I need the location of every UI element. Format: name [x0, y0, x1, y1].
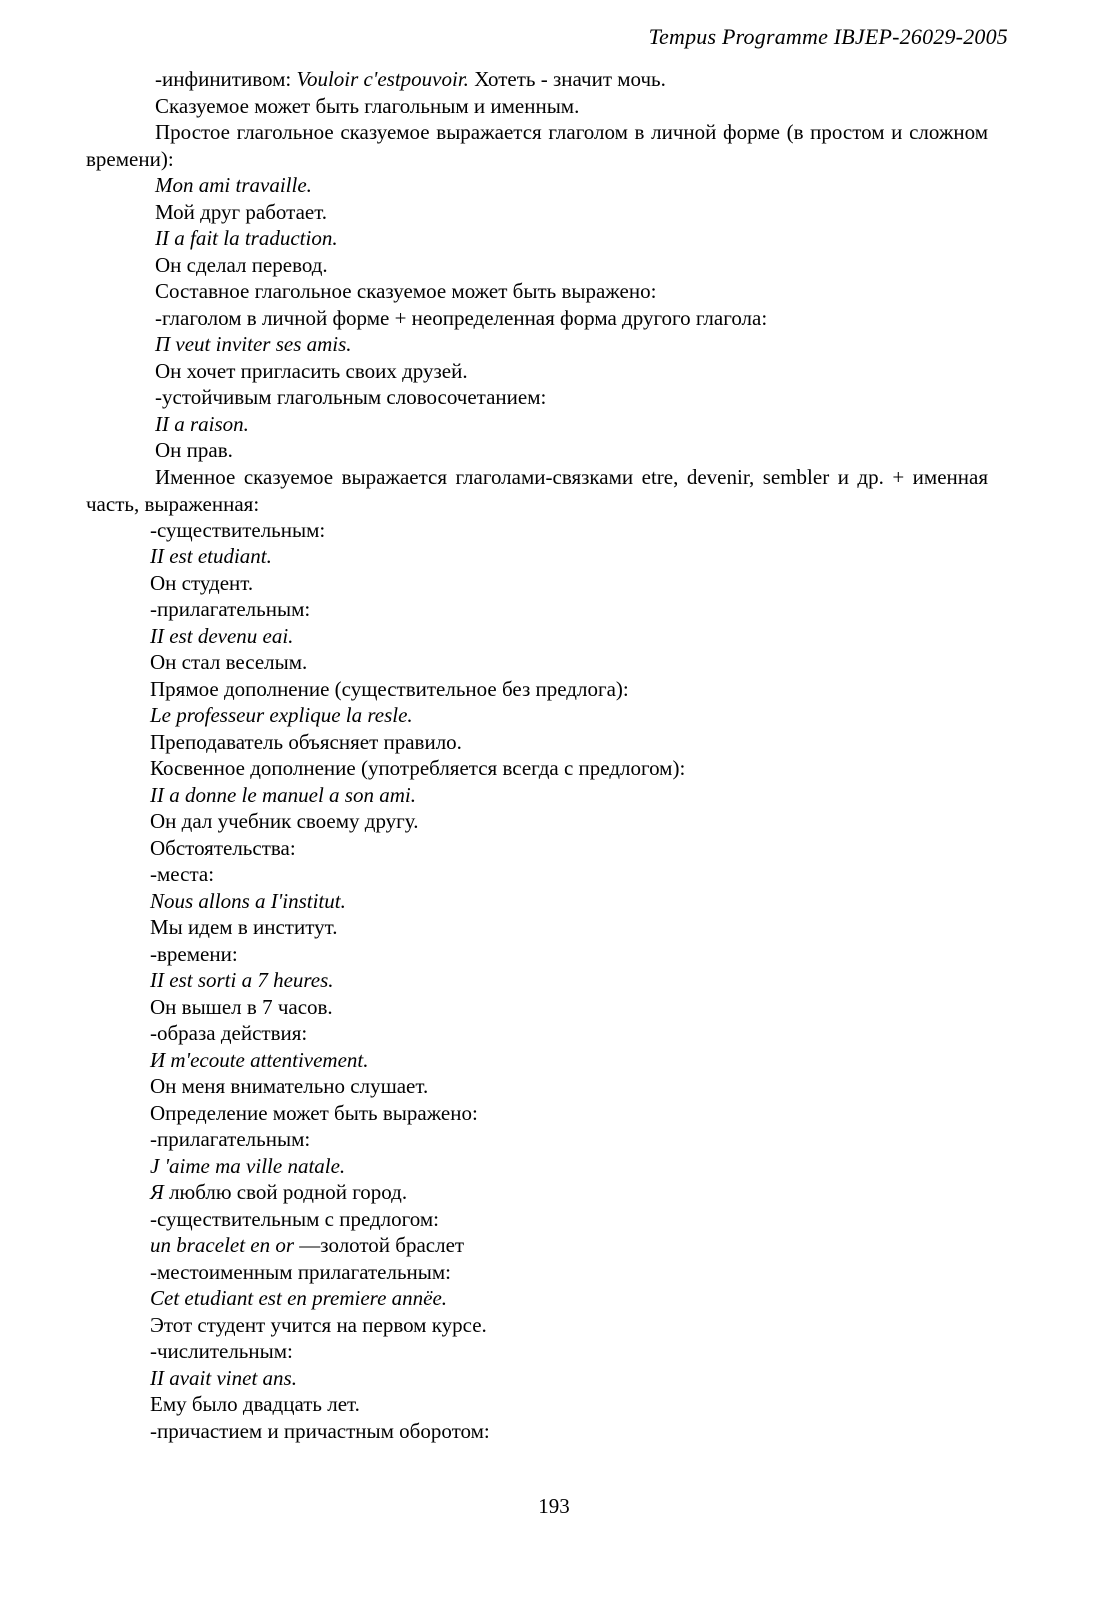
text-line	[150, 994, 333, 1021]
body-text: Преподаватель объясняет правило.	[150, 729, 462, 754]
example-text: II est etudiant.	[150, 544, 272, 568]
text-line	[150, 914, 337, 941]
example-text: Cet etudiant est en premiere annёe.	[150, 1286, 448, 1310]
text-line	[150, 861, 214, 888]
example-text: Mon ami travaille.	[155, 173, 312, 197]
paragraph: Простое глагольное сказуемое выражается глаголом в личной форме (в простом и сложном времени):	[86, 120, 988, 171]
body-text: -инфинитивом:	[155, 67, 297, 91]
text-line	[150, 967, 334, 994]
text-line	[150, 1206, 439, 1233]
text-line	[150, 649, 307, 676]
body-text: Косвенное дополнение (употребляется всегда с предлогом):	[150, 756, 686, 780]
text-line	[150, 755, 685, 782]
example-text: II est sorti a 7 heures.	[150, 968, 334, 992]
body-text: -устойчивым глагольным словосочетанием:	[155, 385, 547, 409]
body-text: Прямое дополнение (существительное без предлога):	[150, 676, 629, 701]
text-line	[155, 66, 666, 93]
body-text: Он студент.	[150, 570, 254, 595]
text-line	[150, 676, 629, 703]
text-line	[155, 358, 468, 385]
text-line	[150, 835, 296, 862]
body-text: -существительным:	[150, 517, 326, 542]
paragraph: Именное сказуемое выражается глаголами-связками etre, devenir, sembler и др. + именная часть, выраженная:	[86, 464, 988, 516]
text-line	[150, 543, 272, 570]
example-text: П veut inviter ses amis.	[155, 332, 352, 356]
text-line	[150, 1126, 310, 1153]
page-number: 193	[538, 1494, 570, 1518]
text-line	[150, 729, 462, 756]
text-line	[150, 1179, 407, 1206]
example-text: J 'aime ma ville natale.	[150, 1153, 346, 1178]
text-line	[155, 305, 767, 332]
text-line	[150, 782, 416, 809]
text-line	[155, 331, 352, 358]
text-line	[150, 596, 310, 623]
text-line	[150, 1259, 451, 1286]
body-text: -места:	[150, 862, 215, 886]
body-text: -причастием и причастным оборотом:	[150, 1418, 490, 1443]
example-text: II a fait la traduction.	[155, 226, 338, 250]
example-text: Vouloir c'estpouvoir.	[296, 67, 469, 91]
text-line	[150, 702, 413, 729]
text-line	[150, 1232, 464, 1259]
example-text: un bracelet en or	[150, 1233, 295, 1257]
text-line	[155, 225, 338, 252]
body-text: Он вышел в 7 часов.	[150, 994, 333, 1019]
body-text: Ему было двадцать лет.	[150, 1392, 360, 1416]
body-text: Он меня внимательно слушает.	[150, 1074, 429, 1098]
body-text: люблю свой родной город.	[163, 1180, 408, 1204]
body-text: Сказуемое может быть глагольным и именным.	[155, 93, 580, 118]
body-text: -прилагательным:	[150, 597, 311, 621]
text-line	[150, 1153, 345, 1180]
text-line	[155, 93, 579, 120]
body-text: -местоименным прилагательным:	[150, 1259, 452, 1284]
body-text: -глаголом в личной форме + неопределенная форма другого глагола:	[155, 305, 768, 330]
text-line	[150, 1418, 490, 1445]
text-line	[150, 1020, 307, 1047]
text-line	[150, 570, 253, 597]
example-text: Nous allons a I'institut.	[150, 888, 346, 913]
example-text: Le professeur explique la resle.	[150, 703, 413, 727]
body-text: —золотой браслет	[294, 1233, 465, 1257]
text-line	[150, 1338, 293, 1365]
text-line	[150, 1073, 428, 1100]
body-text: Он прав.	[155, 438, 233, 462]
text-line	[155, 384, 546, 411]
body-text: Хотеть - значит мочь.	[468, 67, 666, 91]
example-text: II a raison.	[155, 411, 249, 436]
body-text: -прилагательным:	[150, 1127, 311, 1151]
text-line	[150, 1100, 478, 1127]
text-line	[150, 941, 238, 968]
example-text: II avait vinet ans.	[150, 1365, 297, 1390]
body-text: Он стал веселым.	[150, 650, 308, 674]
text-line	[155, 278, 656, 305]
body-text: Мой друг работает.	[155, 199, 328, 224]
example-text: И m'ecoute attentivement.	[150, 1047, 369, 1072]
example-text: Я	[150, 1180, 164, 1204]
text-line	[155, 172, 312, 199]
example-text: II a donne le manuel a son ami.	[150, 782, 416, 807]
body-text: -образа действия:	[150, 1021, 308, 1045]
text-line	[155, 437, 233, 464]
text-line	[155, 199, 327, 226]
text-line	[150, 1285, 447, 1312]
body-text: Определение может быть выражено:	[150, 1100, 478, 1125]
example-text: II est devenu eai.	[150, 623, 294, 648]
text-line	[150, 888, 346, 915]
body-text: Он хочет пригласить своих друзей.	[155, 358, 468, 383]
body-text: -времени:	[150, 941, 238, 966]
text-line	[150, 1391, 360, 1418]
running-header: Tempus Programme IBJEP-26029-2005	[648, 24, 1008, 49]
text-line	[150, 808, 418, 835]
body-text: Он сделал перевод.	[155, 252, 328, 277]
body-text: Мы идем в институт.	[150, 915, 338, 939]
text-line	[155, 411, 249, 438]
text-line	[150, 1312, 487, 1339]
body-text: -числительным:	[150, 1339, 293, 1363]
text-line	[150, 1365, 297, 1392]
body-text: Обстоятельства:	[150, 835, 296, 860]
text-line	[155, 252, 328, 279]
body-text: Он дал учебник своему другу.	[150, 809, 419, 833]
text-line	[150, 1047, 369, 1074]
text-line	[150, 517, 325, 544]
body-text: Составное глагольное сказуемое может быть выражено:	[155, 279, 657, 303]
text-line	[150, 623, 293, 650]
body-text: Этот студент учится на первом курсе.	[150, 1312, 487, 1337]
body-text: -существительным с предлогом:	[150, 1206, 439, 1231]
